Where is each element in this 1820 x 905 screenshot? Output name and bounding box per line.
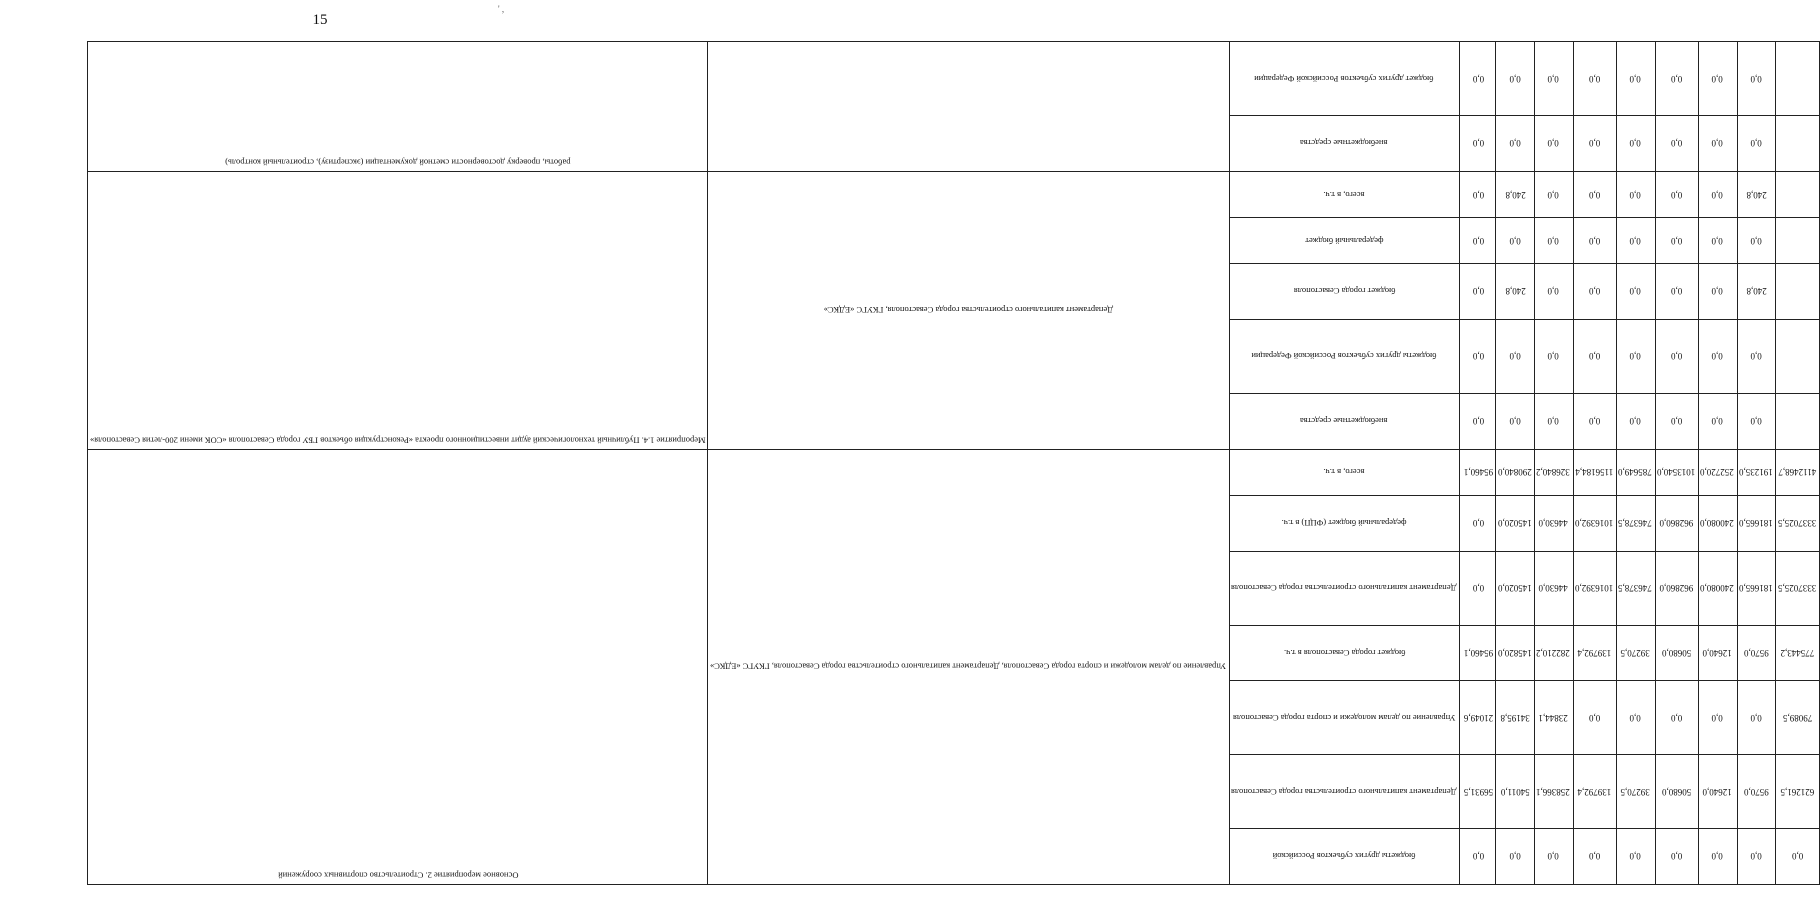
- value-cell: 240,8: [1737, 171, 1776, 217]
- value-cell: 0,0: [1460, 171, 1496, 217]
- value-cell: 0,0: [1616, 116, 1655, 172]
- table-row: [1655, 41, 1698, 884]
- value-cell: 21049,6: [1460, 681, 1496, 755]
- value-cell: 0,0: [1534, 116, 1573, 172]
- value-cell: 0,0: [1737, 681, 1776, 755]
- value-cell: 0,0: [1655, 681, 1698, 755]
- table-row: [1616, 41, 1655, 884]
- value-cell: 0,0: [1616, 681, 1655, 755]
- value-cell: 621261,5: [1776, 755, 1819, 829]
- page-number: 15: [312, 12, 328, 28]
- value-cell: 0,0: [1698, 829, 1737, 885]
- source-cell: бюджеты других субъектов Российской Федерации: [1229, 319, 1459, 393]
- value-cell: 1013540,0: [1655, 449, 1698, 495]
- table-row: [1776, 41, 1819, 884]
- value-cell: 4112468,7: [1776, 449, 1819, 495]
- value-cell: 0,0: [1460, 319, 1496, 393]
- value-cell: 1016392,0: [1573, 551, 1616, 625]
- value-cell: [1776, 394, 1819, 450]
- value-cell: 0,0: [1534, 218, 1573, 264]
- value-cell: 145820,0: [1496, 625, 1535, 681]
- value-cell: 0,0: [1460, 495, 1496, 551]
- value-cell: 0,0: [1698, 116, 1737, 172]
- value-cell: 1156184,4: [1573, 449, 1616, 495]
- rotated-sheet: [87, 42, 1817, 885]
- event-cell: Основное мероприятие 2. Строительство спортивных сооружений: [88, 449, 708, 884]
- value-cell: 0,0: [1573, 116, 1616, 172]
- value-cell: 240080,0: [1698, 495, 1737, 551]
- value-cell: 0,0: [1460, 829, 1496, 885]
- table-row: [1496, 41, 1535, 884]
- value-cell: 145020,0: [1496, 495, 1535, 551]
- value-cell: 0,0: [1460, 551, 1496, 625]
- value-cell: 1016392,0: [1573, 495, 1616, 551]
- value-cell: 0,0: [1737, 116, 1776, 172]
- value-cell: 0,0: [1616, 41, 1655, 115]
- value-cell: 191235,0: [1737, 449, 1776, 495]
- value-cell: 240,8: [1737, 264, 1776, 320]
- value-cell: 0,0: [1573, 264, 1616, 320]
- value-cell: 0,0: [1655, 116, 1698, 172]
- table-row: [1573, 41, 1616, 884]
- table-row: [1460, 41, 1496, 884]
- value-cell: 181665,0: [1737, 495, 1776, 551]
- value-cell: 39270,5: [1616, 755, 1655, 829]
- value-cell: 0,0: [1534, 829, 1573, 885]
- source-cell: всего, в т.ч.: [1229, 171, 1459, 217]
- value-cell: 0,0: [1655, 41, 1698, 115]
- source-cell: бюджеты других субъектов Российской: [1229, 829, 1459, 885]
- value-cell: 79089,5: [1776, 681, 1819, 755]
- value-cell: 0,0: [1616, 829, 1655, 885]
- value-cell: 0,0: [1655, 171, 1698, 217]
- value-cell: 0,0: [1655, 264, 1698, 320]
- value-cell: 282210,2: [1534, 625, 1573, 681]
- value-cell: 0,0: [1534, 394, 1573, 450]
- executor-cell: Департамент капитального строительства города Севастополя, ГКУГС «ЕДКС»: [708, 171, 1229, 449]
- source-cell: внебюджетные средства: [1229, 394, 1459, 450]
- value-cell: 0,0: [1698, 394, 1737, 450]
- value-cell: 0,0: [1737, 41, 1776, 115]
- value-cell: 0,0: [1737, 319, 1776, 393]
- budget-table: [87, 41, 1820, 885]
- source-cell: Департамент капитального строительства города Севастополя: [1229, 551, 1459, 625]
- value-cell: 23844,1: [1534, 681, 1573, 755]
- value-cell: 0,0: [1737, 829, 1776, 885]
- value-cell: 139792,4: [1573, 625, 1616, 681]
- value-cell: 9570,0: [1737, 755, 1776, 829]
- value-cell: 326840,2: [1534, 449, 1573, 495]
- budget-table-rotated: [87, 42, 1817, 885]
- value-cell: 0,0: [1534, 41, 1573, 115]
- table-row: [1737, 41, 1776, 884]
- value-cell: 12640,0: [1698, 755, 1737, 829]
- value-cell: 0,0: [1573, 319, 1616, 393]
- value-cell: 3337025,5: [1776, 551, 1819, 625]
- corner-mark: ' ,: [498, 4, 505, 14]
- value-cell: 0,0: [1698, 264, 1737, 320]
- table-row: [708, 41, 1229, 884]
- value-cell: 0,0: [1460, 218, 1496, 264]
- value-cell: 12640,0: [1698, 625, 1737, 681]
- value-cell: 0,0: [1737, 394, 1776, 450]
- value-cell: 746378,5: [1616, 551, 1655, 625]
- value-cell: 0,0: [1460, 264, 1496, 320]
- value-cell: 785649,0: [1616, 449, 1655, 495]
- table-row: [1698, 41, 1737, 884]
- source-cell: Департамент капитального строительства города Севастополя: [1229, 755, 1459, 829]
- value-cell: 56931,5: [1460, 755, 1496, 829]
- value-cell: 0,0: [1534, 264, 1573, 320]
- value-cell: 0,0: [1496, 319, 1535, 393]
- value-cell: 34195,8: [1496, 681, 1535, 755]
- source-cell: бюджет города Севастополя в т.ч.: [1229, 625, 1459, 681]
- value-cell: 0,0: [1573, 41, 1616, 115]
- value-cell: 0,0: [1698, 171, 1737, 217]
- value-cell: 0,0: [1655, 319, 1698, 393]
- value-cell: [1776, 116, 1819, 172]
- value-cell: 0,0: [1655, 829, 1698, 885]
- value-cell: [1776, 41, 1819, 115]
- value-cell: 0,0: [1616, 171, 1655, 217]
- value-cell: 0,0: [1616, 264, 1655, 320]
- value-cell: 0,0: [1573, 681, 1616, 755]
- table-row: [1534, 41, 1573, 884]
- value-cell: 0,0: [1655, 218, 1698, 264]
- value-cell: [1776, 171, 1819, 217]
- value-cell: 0,0: [1655, 394, 1698, 450]
- event-cell: работы, проверку достоверности сметной документации (экспертизу), строительный контроль): [88, 41, 708, 171]
- value-cell: 0,0: [1573, 394, 1616, 450]
- value-cell: 39270,5: [1616, 625, 1655, 681]
- source-cell: федеральный бюджет: [1229, 218, 1459, 264]
- value-cell: 0,0: [1776, 829, 1819, 885]
- value-cell: 0,0: [1496, 394, 1535, 450]
- value-cell: 0,0: [1616, 218, 1655, 264]
- value-cell: 0,0: [1496, 218, 1535, 264]
- value-cell: [1776, 218, 1819, 264]
- value-cell: 962860,0: [1655, 495, 1698, 551]
- source-cell: федеральный бюджет (ФЦП) в т.ч.: [1229, 495, 1459, 551]
- value-cell: 0,0: [1496, 41, 1535, 115]
- value-cell: 290840,0: [1496, 449, 1535, 495]
- value-cell: 0,0: [1737, 218, 1776, 264]
- source-cell: всего, в т.ч.: [1229, 449, 1459, 495]
- value-cell: 0,0: [1698, 41, 1737, 115]
- value-cell: 44630,0: [1534, 495, 1573, 551]
- source-cell: Управление по делам молодежи и спорта города Севастополя: [1229, 681, 1459, 755]
- value-cell: 0,0: [1496, 116, 1535, 172]
- value-cell: 0,0: [1698, 681, 1737, 755]
- value-cell: 3337025,5: [1776, 495, 1819, 551]
- value-cell: 258366,1: [1534, 755, 1573, 829]
- value-cell: 0,0: [1573, 829, 1616, 885]
- value-cell: 0,0: [1616, 394, 1655, 450]
- value-cell: 44630,0: [1534, 551, 1573, 625]
- event-cell: Мероприятие 1.4. Публичный технологический аудит инвестиционного проекта «Реконструкция объектов ГБУ города Севастополя «СОК имени 200-летия Севастополя»: [88, 171, 708, 449]
- value-cell: 0,0: [1496, 829, 1535, 885]
- value-cell: 0,0: [1460, 41, 1496, 115]
- source-cell: внебюджетные средства: [1229, 116, 1459, 172]
- value-cell: 775443,2: [1776, 625, 1819, 681]
- value-cell: 240080,0: [1698, 551, 1737, 625]
- value-cell: 181665,0: [1737, 551, 1776, 625]
- value-cell: 139792,4: [1573, 755, 1616, 829]
- value-cell: 0,0: [1460, 116, 1496, 172]
- value-cell: 0,0: [1616, 319, 1655, 393]
- value-cell: 252720,0: [1698, 449, 1737, 495]
- value-cell: 240,8: [1496, 171, 1535, 217]
- value-cell: 0,0: [1460, 394, 1496, 450]
- source-cell: бюджет города Севастополя: [1229, 264, 1459, 320]
- value-cell: 95460,1: [1460, 625, 1496, 681]
- value-cell: [1776, 319, 1819, 393]
- value-cell: 50680,0: [1655, 755, 1698, 829]
- executor-cell: Управление по делам молодежи и спорта города Севастополя, Департамент капитального строительства города Севастополя, ГКУГС «ЕДКС»: [708, 449, 1229, 884]
- value-cell: 95460,1: [1460, 449, 1496, 495]
- source-cell: бюджет других субъектов Российской Федерации: [1229, 41, 1459, 115]
- value-cell: 54011,0: [1496, 755, 1535, 829]
- table-row: [88, 41, 708, 884]
- value-cell: 0,0: [1534, 171, 1573, 217]
- value-cell: 0,0: [1698, 218, 1737, 264]
- value-cell: 50680,0: [1655, 625, 1698, 681]
- value-cell: 145020,0: [1496, 551, 1535, 625]
- value-cell: 9570,0: [1737, 625, 1776, 681]
- value-cell: 0,0: [1573, 171, 1616, 217]
- value-cell: 746378,5: [1616, 495, 1655, 551]
- value-cell: 0,0: [1698, 319, 1737, 393]
- value-cell: [1776, 264, 1819, 320]
- table-row: [1229, 41, 1459, 884]
- executor-cell: [708, 41, 1229, 171]
- value-cell: 962860,0: [1655, 551, 1698, 625]
- value-cell: 0,0: [1534, 319, 1573, 393]
- value-cell: 0,0: [1573, 218, 1616, 264]
- value-cell: 240,8: [1496, 264, 1535, 320]
